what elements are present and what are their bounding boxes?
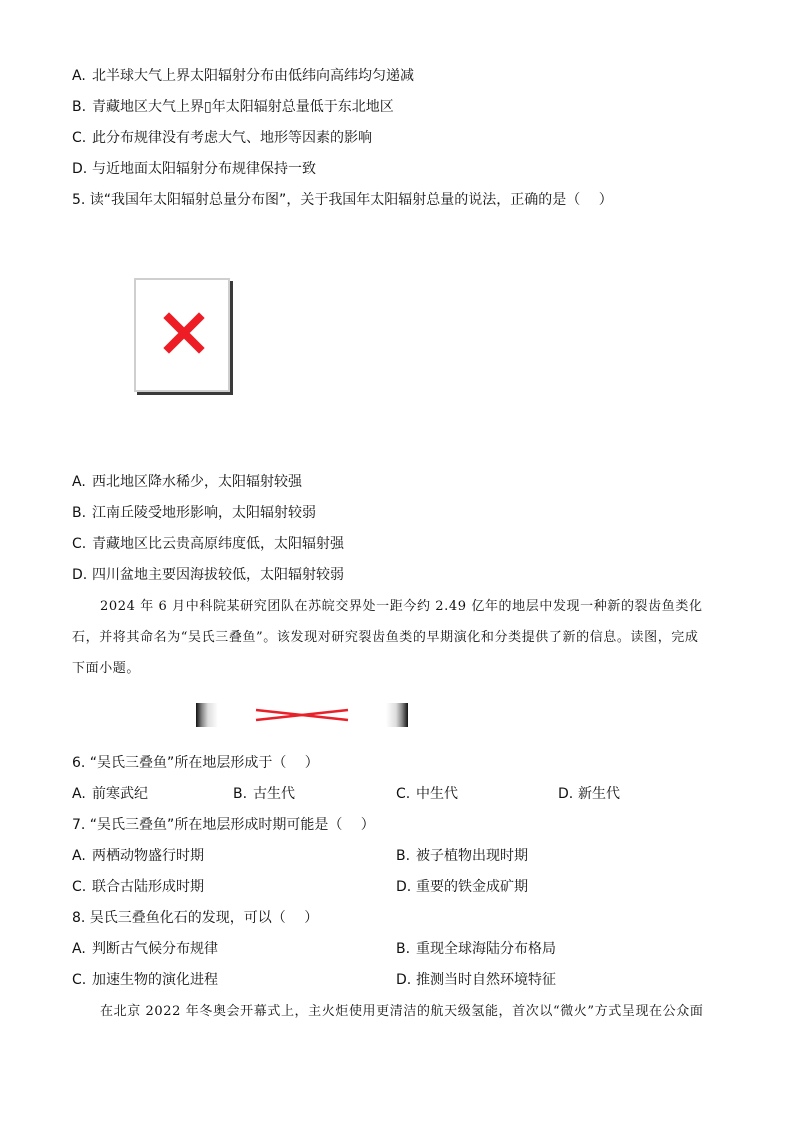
q8-stem: 8. 吴氏三叠鱼化石的发现，可以（ ） (72, 910, 319, 926)
passage1-line3: 下面小题。 (72, 661, 141, 676)
option-text: 重要的铁金成矿期 (416, 879, 528, 895)
q4-option-d (72, 160, 316, 178)
q5-option-d (72, 566, 344, 584)
option-label: A. (72, 848, 86, 864)
option-label: B. (233, 786, 248, 802)
q4-option-a (72, 67, 414, 85)
option-label: C. (396, 786, 411, 802)
option-label: C. (72, 879, 87, 895)
option-text: 四川盆地主要因海拔较低，太阳辐射较弱 (92, 567, 344, 583)
option-label: B. (72, 505, 87, 521)
option-label: C. (72, 536, 87, 552)
option-text: 两栖动物盛行时期 (92, 848, 204, 864)
option-text: 中生代 (416, 786, 458, 802)
q6-option-a (72, 785, 148, 803)
q6-option-c (396, 785, 458, 803)
q7-option-b (396, 847, 528, 865)
option-label: A. (72, 474, 86, 490)
q6-option-b (233, 785, 295, 803)
option-text: 北半球大气上界太阳辐射分布由低纬向高纬均匀递减 (92, 68, 414, 84)
option-label: B. (396, 941, 411, 957)
option-label: C. (72, 130, 87, 146)
broken-figure-strip (196, 703, 408, 727)
q7-option-c (72, 878, 204, 896)
option-label: D. (396, 879, 412, 895)
option-text: 此分布规律没有考虑大气、地形等因素的影响 (92, 130, 372, 146)
q8-option-d (396, 971, 556, 989)
q4-option-b (72, 98, 394, 116)
q4-option-c (72, 129, 372, 147)
option-label: D. (72, 567, 88, 583)
option-text: 联合古陆形成时期 (92, 879, 204, 895)
option-label: A. (72, 941, 86, 957)
option-text: 新生代 (578, 786, 620, 802)
q5-stem: 5. 读“我国年太阳辐射总量分布图”，关于我国年太阳辐射总量的说法，正确的是（ ） (72, 192, 613, 208)
q5-option-b (72, 504, 316, 522)
option-label: B. (396, 848, 411, 864)
option-label: A. (72, 786, 86, 802)
broken-image-x-icon (196, 703, 408, 727)
q7-stem: 7. “吴氏三叠鱼”所在地层形成时期可能是（ ） (72, 817, 375, 833)
q5-option-c (72, 535, 344, 553)
option-text: 判断古气候分布规律 (92, 941, 218, 957)
option-text: 前寒武纪 (92, 786, 148, 802)
q6-option-d (558, 785, 620, 803)
q8-option-b (396, 940, 556, 958)
option-label: D. (558, 786, 574, 802)
option-label: C. (72, 972, 87, 988)
q5-option-a (72, 473, 302, 491)
option-text: 西北地区降水稀少，太阳辐射较强 (92, 474, 302, 490)
passage1-line1: 2024 年 6 月中科院某研究团队在苏皖交界处一距今约 2.49 亿年的地层中发现一种新的裂齿鱼类化 (100, 599, 703, 614)
q8-option-c (72, 971, 218, 989)
q7-option-d (396, 878, 528, 896)
q8-option-a (72, 940, 218, 958)
option-text: 古生代 (253, 786, 295, 802)
option-text: 被子植物出现时期 (416, 848, 528, 864)
option-text: 推测当时自然环境特征 (416, 972, 556, 988)
option-text: 与近地面太阳辐射分布规律保持一致 (92, 161, 316, 177)
q6-stem: 6. “吴氏三叠鱼”所在地层形成于（ ） (72, 755, 319, 771)
option-label: D. (72, 161, 88, 177)
option-label: B. (72, 99, 87, 115)
option-label: A. (72, 68, 86, 84)
option-label: D. (396, 972, 412, 988)
broken-image-x-icon (136, 280, 228, 390)
q7-option-a (72, 847, 204, 865)
option-text: 加速生物的演化进程 (92, 972, 218, 988)
option-text: 青藏地区大气上界▯年太阳辐射总量低于东北地区 (92, 99, 394, 115)
option-text: 青藏地区比云贵高原纬度低，太阳辐射强 (92, 536, 344, 552)
option-text: 江南丘陵受地形影响，太阳辐射较弱 (92, 505, 316, 521)
passage2-line1: 在北京 2022 年冬奥会开幕式上，主火炬使用更清洁的航天级氢能，首次以“微火”方式呈现在公众面 (100, 1004, 704, 1019)
broken-image-icon (134, 278, 230, 392)
passage1-line2: 石，并将其命名为“吴氏三叠鱼”。该发现对研究裂齿鱼类的早期演化和分类提供了新的信息。读图，完成 (72, 630, 699, 645)
option-text: 重现全球海陆分布格局 (416, 941, 556, 957)
